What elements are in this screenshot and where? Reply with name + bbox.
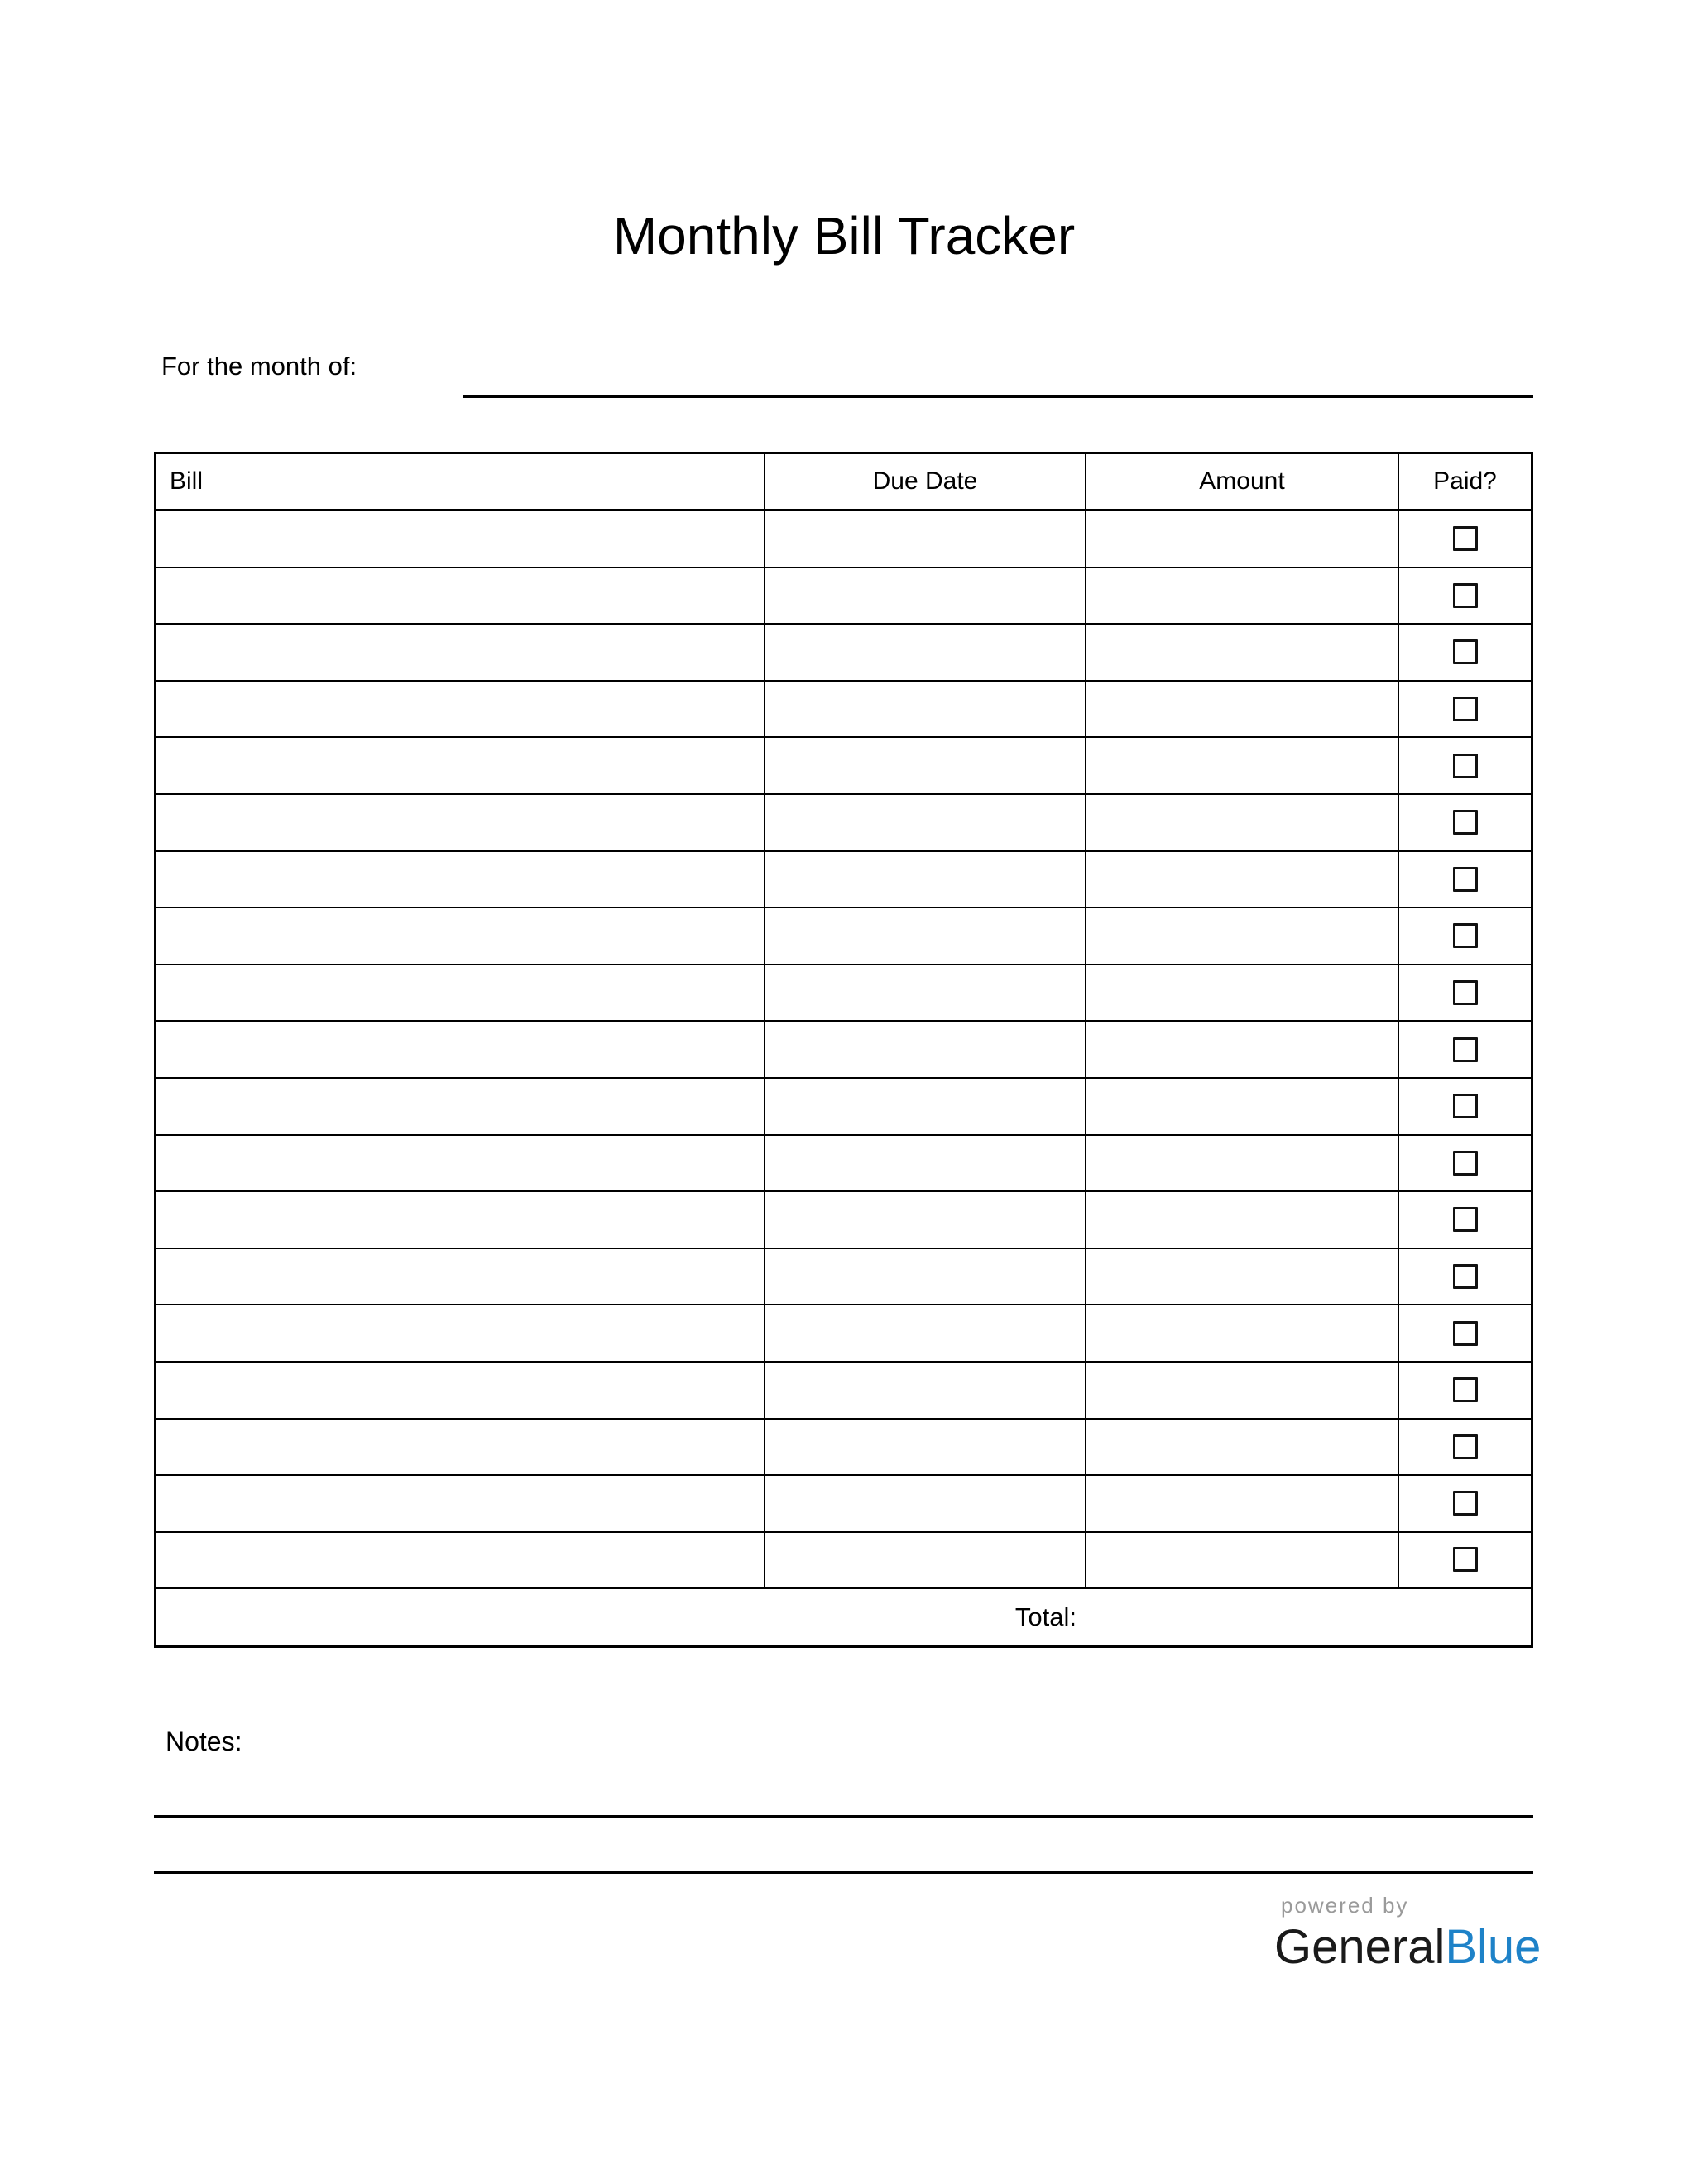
bill-cell[interactable] xyxy=(156,908,765,964)
amount-cell[interactable] xyxy=(1086,1476,1399,1531)
amount-cell[interactable] xyxy=(1086,1022,1399,1077)
paid-cell xyxy=(1399,682,1531,737)
bill-table xyxy=(154,452,1533,1648)
paid-cell xyxy=(1399,1420,1531,1475)
amount-cell[interactable] xyxy=(1086,1420,1399,1475)
bill-cell[interactable] xyxy=(156,682,765,737)
paid-checkbox[interactable] xyxy=(1453,1321,1478,1346)
paid-checkbox[interactable] xyxy=(1453,1094,1478,1118)
brand-general-text: General xyxy=(1274,1920,1446,1974)
due-date-cell[interactable] xyxy=(765,965,1086,1021)
paid-cell xyxy=(1399,1476,1531,1531)
amount-cell[interactable] xyxy=(1086,1533,1399,1588)
month-label: For the month of: xyxy=(161,352,357,381)
notes-label: Notes: xyxy=(165,1727,242,1756)
paid-cell xyxy=(1399,852,1531,908)
brand-blue-text: Blue xyxy=(1445,1920,1542,1974)
paid-cell xyxy=(1399,908,1531,964)
bill-cell[interactable] xyxy=(156,1079,765,1134)
paid-checkbox[interactable] xyxy=(1453,923,1478,948)
due-date-cell[interactable] xyxy=(765,1022,1086,1077)
due-date-cell[interactable] xyxy=(765,682,1086,737)
paid-cell xyxy=(1399,1136,1531,1191)
due-date-cell[interactable] xyxy=(765,1192,1086,1248)
due-date-cell[interactable] xyxy=(765,511,1086,567)
table-row xyxy=(156,1192,1531,1249)
due-date-cell[interactable] xyxy=(765,1363,1086,1418)
paid-checkbox[interactable] xyxy=(1453,1434,1478,1459)
due-date-cell[interactable] xyxy=(765,1249,1086,1305)
page-title: Monthly Bill Tracker xyxy=(612,206,1076,266)
header-due-date: Due Date xyxy=(765,454,1086,509)
paid-checkbox[interactable] xyxy=(1453,583,1478,608)
paid-cell xyxy=(1399,795,1531,850)
bill-cell[interactable] xyxy=(156,1476,765,1531)
paid-checkbox[interactable] xyxy=(1453,1491,1478,1516)
paid-cell xyxy=(1399,1022,1531,1077)
bill-cell[interactable] xyxy=(156,625,765,680)
paid-checkbox[interactable] xyxy=(1453,639,1478,664)
table-row xyxy=(156,738,1531,795)
paid-cell xyxy=(1399,965,1531,1021)
table-row xyxy=(156,568,1531,625)
paid-cell xyxy=(1399,738,1531,793)
due-date-cell[interactable] xyxy=(765,1079,1086,1134)
paid-checkbox[interactable] xyxy=(1453,980,1478,1005)
powered-by-text: powered by xyxy=(1281,1893,1409,1918)
paid-checkbox[interactable] xyxy=(1453,810,1478,835)
bill-cell[interactable] xyxy=(156,1363,765,1418)
amount-cell[interactable] xyxy=(1086,795,1399,850)
table-row xyxy=(156,1420,1531,1477)
table-row xyxy=(156,1476,1531,1533)
paid-checkbox[interactable] xyxy=(1453,1151,1478,1176)
amount-cell[interactable] xyxy=(1086,1192,1399,1248)
paid-cell xyxy=(1399,511,1531,567)
amount-cell[interactable] xyxy=(1086,852,1399,908)
amount-cell[interactable] xyxy=(1086,1079,1399,1134)
bill-cell[interactable] xyxy=(156,1305,765,1361)
table-row xyxy=(156,625,1531,682)
table-body xyxy=(156,511,1531,1589)
amount-cell[interactable] xyxy=(1086,965,1399,1021)
notes-input-line[interactable] xyxy=(154,1815,1533,1818)
bill-cell[interactable] xyxy=(156,1022,765,1077)
table-row xyxy=(156,1136,1531,1193)
paid-checkbox[interactable] xyxy=(1453,1377,1478,1402)
due-date-cell[interactable] xyxy=(765,852,1086,908)
bill-cell[interactable] xyxy=(156,1533,765,1588)
amount-cell[interactable] xyxy=(1086,625,1399,680)
paid-checkbox[interactable] xyxy=(1453,1547,1478,1572)
table-row xyxy=(156,1249,1531,1306)
amount-cell[interactable] xyxy=(1086,511,1399,567)
paid-cell xyxy=(1399,1533,1531,1588)
paid-checkbox[interactable] xyxy=(1453,1264,1478,1289)
table-row xyxy=(156,1022,1531,1079)
paid-cell xyxy=(1399,1192,1531,1248)
notes-input-line[interactable] xyxy=(154,1871,1533,1874)
paid-checkbox[interactable] xyxy=(1453,526,1478,551)
bill-cell[interactable] xyxy=(156,511,765,567)
due-date-cell[interactable] xyxy=(765,1476,1086,1531)
amount-cell[interactable] xyxy=(1086,1363,1399,1418)
paid-checkbox[interactable] xyxy=(1453,867,1478,892)
month-input-line[interactable] xyxy=(463,395,1533,398)
due-date-cell[interactable] xyxy=(765,908,1086,964)
paid-cell xyxy=(1399,1249,1531,1305)
table-row xyxy=(156,1363,1531,1420)
table-header-row xyxy=(156,454,1531,511)
header-amount: Amount xyxy=(1086,454,1399,509)
due-date-cell[interactable] xyxy=(765,1136,1086,1191)
header-bill: Bill xyxy=(156,454,765,509)
header-paid: Paid? xyxy=(1433,467,1497,495)
paid-cell xyxy=(1399,1363,1531,1418)
paid-cell xyxy=(1399,568,1531,624)
amount-cell[interactable] xyxy=(1086,908,1399,964)
paid-checkbox[interactable] xyxy=(1453,697,1478,721)
table-row xyxy=(156,852,1531,909)
amount-cell[interactable] xyxy=(1086,568,1399,624)
bill-cell[interactable] xyxy=(156,965,765,1021)
bill-cell[interactable] xyxy=(156,795,765,850)
table-row xyxy=(156,1305,1531,1363)
due-date-cell[interactable] xyxy=(765,738,1086,793)
table-row xyxy=(156,511,1531,568)
brand-footer xyxy=(1274,1893,1541,1973)
table-row xyxy=(156,1079,1531,1136)
paid-checkbox[interactable] xyxy=(1453,1037,1478,1062)
amount-cell[interactable] xyxy=(1086,1249,1399,1305)
bill-cell[interactable] xyxy=(156,1420,765,1475)
amount-cell[interactable] xyxy=(1086,1136,1399,1191)
bill-cell[interactable] xyxy=(156,1249,765,1305)
bill-cell[interactable] xyxy=(156,738,765,793)
table-row xyxy=(156,965,1531,1023)
bill-cell[interactable] xyxy=(156,1192,765,1248)
due-date-cell[interactable] xyxy=(765,625,1086,680)
due-date-cell[interactable] xyxy=(765,1533,1086,1588)
due-date-cell[interactable] xyxy=(765,1420,1086,1475)
paid-checkbox[interactable] xyxy=(1453,754,1478,778)
amount-cell[interactable] xyxy=(1086,1305,1399,1361)
paid-cell xyxy=(1399,1079,1531,1134)
table-row xyxy=(156,1533,1531,1590)
paid-cell xyxy=(1399,625,1531,680)
total-label: Total: xyxy=(1014,1602,1077,1632)
bill-cell[interactable] xyxy=(156,852,765,908)
brand-logo xyxy=(1274,1922,1541,1973)
total-row xyxy=(156,1589,1531,1645)
paid-cell xyxy=(1399,1305,1531,1361)
due-date-cell[interactable] xyxy=(765,1305,1086,1361)
bill-cell[interactable] xyxy=(156,568,765,624)
amount-cell[interactable] xyxy=(1086,738,1399,793)
amount-cell[interactable] xyxy=(1086,682,1399,737)
table-row xyxy=(156,682,1531,739)
due-date-cell[interactable] xyxy=(765,568,1086,624)
table-row xyxy=(156,908,1531,965)
table-row xyxy=(156,795,1531,852)
bill-cell[interactable] xyxy=(156,1136,765,1191)
due-date-cell[interactable] xyxy=(765,795,1086,850)
paid-checkbox[interactable] xyxy=(1453,1207,1478,1232)
